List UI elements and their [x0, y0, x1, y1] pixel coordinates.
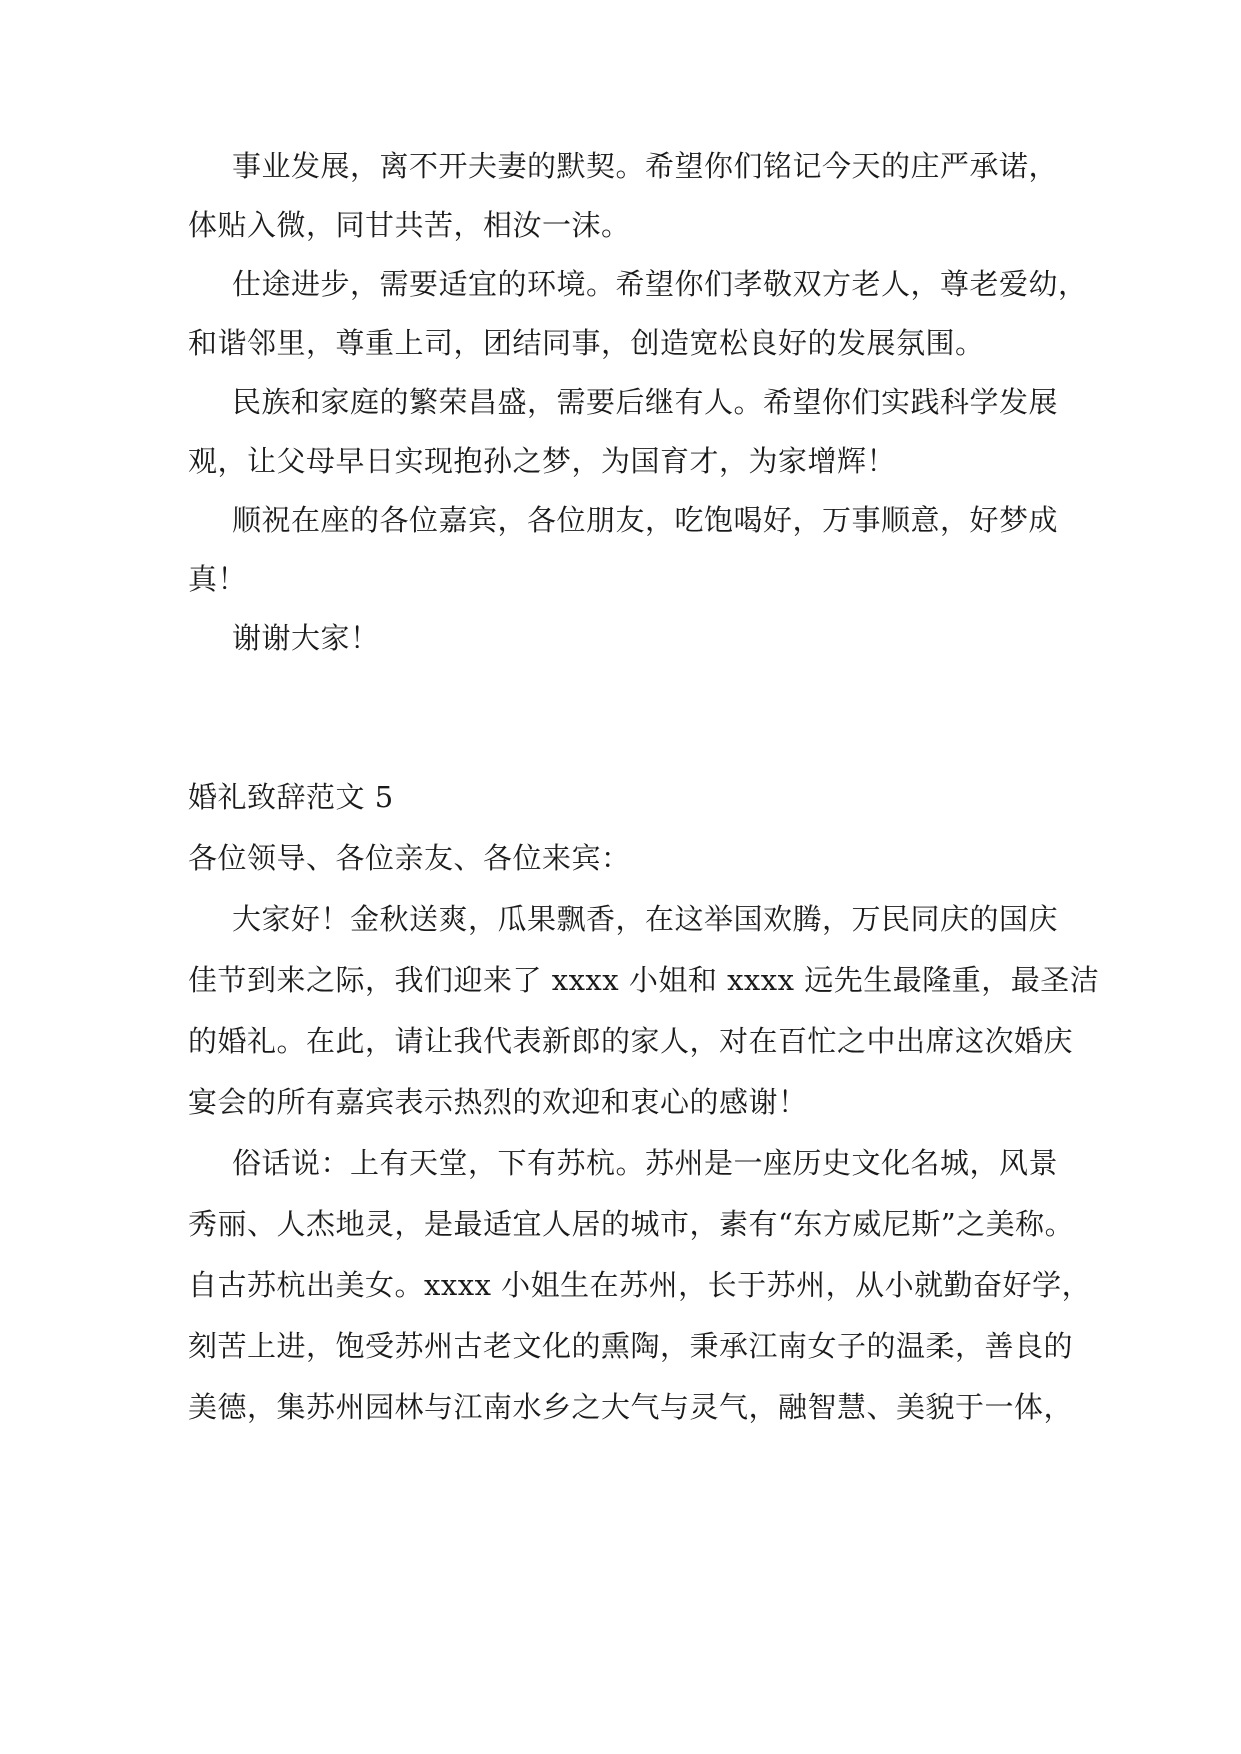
paragraph-line: 体贴入微，同甘共苦，相汝一沫。: [188, 208, 631, 242]
paragraph-line: 大家好！金秋送爽，瓜果飘香，在这举国欢腾，万民同庆的国庆: [232, 902, 1059, 936]
paragraph-line: 秀丽、人杰地灵，是最适宜人居的城市，素有“东方威尼斯”之美称。: [188, 1207, 1075, 1241]
paragraph-line: 的婚礼。在此，请让我代表新郎的家人，对在百忙之中出席这次婚庆: [188, 1024, 1074, 1058]
paragraph-line: 事业发展，离不开夫妻的默契。希望你们铭记今天的庄严承诺，: [232, 149, 1059, 183]
paragraph-line: 佳节到来之际，我们迎来了 xxxx 小姐和 xxxx 远先生最隆重，最圣洁: [188, 963, 1100, 997]
paragraph-line: 民族和家庭的繁荣昌盛，需要后继有人。希望你们实践科学发展: [232, 385, 1059, 419]
section-title: 婚礼致辞范文 5: [188, 780, 394, 814]
paragraph-line: 俗话说：上有天堂，下有苏杭。苏州是一座历史文化名城，风景: [232, 1146, 1059, 1180]
paragraph-line: 观，让父母早日实现抱孙之梦，为国育才，为家增辉！: [188, 444, 897, 478]
paragraph-line: 宴会的所有嘉宾表示热烈的欢迎和衷心的感谢！: [188, 1085, 808, 1119]
paragraph-line: 谢谢大家！: [232, 621, 380, 655]
paragraph-line: 和谐邻里，尊重上司，团结同事，创造宽松良好的发展氛围。: [188, 326, 985, 360]
paragraph-line: 刻苦上进，饱受苏州古老文化的熏陶，秉承江南女子的温柔，善良的: [188, 1329, 1074, 1363]
paragraph-line: 美德，集苏州园林与江南水乡之大气与灵气，融智慧、美貌于一体，: [188, 1390, 1074, 1424]
paragraph-line: 真！: [188, 562, 248, 596]
paragraph-line: 顺祝在座的各位嘉宾，各位朋友，吃饱喝好，万事顺意，好梦成: [232, 503, 1059, 537]
paragraph-line: 自古苏杭出美女。xxxx 小姐生在苏州，长于苏州，从小就勤奋好学，: [188, 1268, 1092, 1302]
salutation: 各位领导、各位亲友、各位来宾：: [188, 841, 631, 875]
paragraph-line: 仕途进步，需要适宜的环境。希望你们孝敬双方老人，尊老爱幼，: [232, 267, 1088, 301]
